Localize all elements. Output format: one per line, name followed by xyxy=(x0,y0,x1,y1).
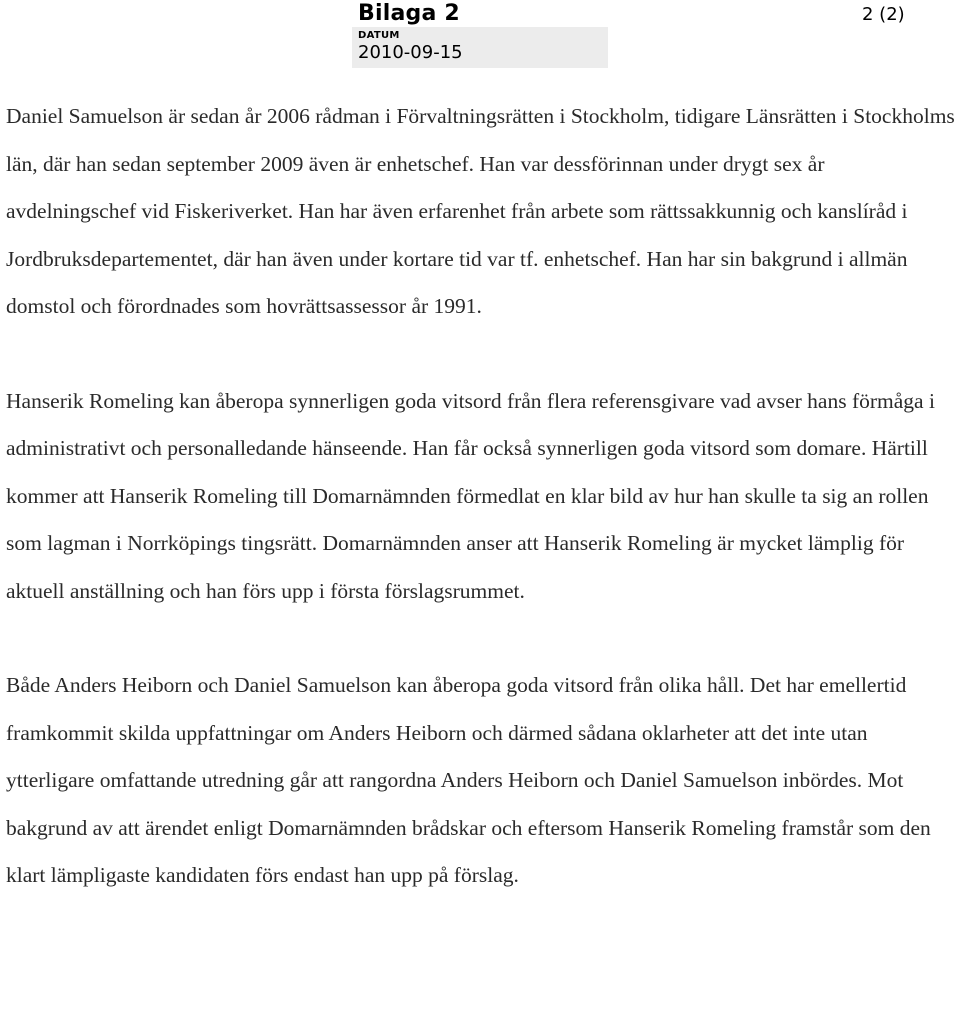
date-value: 2010-09-15 xyxy=(358,42,463,63)
document-title: Bilaga 2 xyxy=(358,1,460,26)
date-field xyxy=(352,27,608,68)
date-label: DATUM xyxy=(358,30,400,41)
page-number: 2 (2) xyxy=(862,4,905,25)
document-body xyxy=(6,93,956,900)
paragraph-3: Både Anders Heiborn och Daniel Samuelson kan åberopa goda vitsord från olika håll. Det har emellertid framkommit skilda uppfattningar om Anders Heiborn och därmed sådana oklarheter att det inte utan ytterligare omfattande utredning går att rangordna Anders Heiborn och Daniel Samuelson inbördes. Mot bakgrund av att ärendet enligt Domarnämnden brådskar och eftersom Hanserik Romeling framstår som den klart lämpligaste kandidaten förs endast han upp på förslag. xyxy=(6,673,931,887)
paragraph-2: Hanserik Romeling kan åberopa synnerligen goda vitsord från flera referensgivare vad avser hans förmåga i administrativt och personalledande hänseende. Han får också synnerligen goda vitsord som domare. Härtill kommer att Hanserik Romeling till Domarnämnden förmedlat en klar bild av hur han skulle ta sig an rollen som lagman i Norrköpings tingsrätt. Domarnämnden anser att Hanserik Romeling är mycket lämplig för aktuell anställning och han förs upp i första förslagsrummet. xyxy=(6,388,935,603)
paragraph-1: Daniel Samuelson är sedan år 2006 rådman i Förvaltningsrätten i Stockholm, tidigare Länsrätten i Stockholms län, där han sedan september 2009 även är enhetschef. Han var dessförinnan under drygt sex år avdelningschef vid Fiskeriverket. Han har även erfarenhet från arbete som rättssakkunnig och kanslíråd i Jordbruksdepartementet, där han även under kortare tid var tf. enhetschef. Han har sin bakgrund i allmän domstol och förordnades som hovrättsassessor år 1991. xyxy=(6,104,955,318)
